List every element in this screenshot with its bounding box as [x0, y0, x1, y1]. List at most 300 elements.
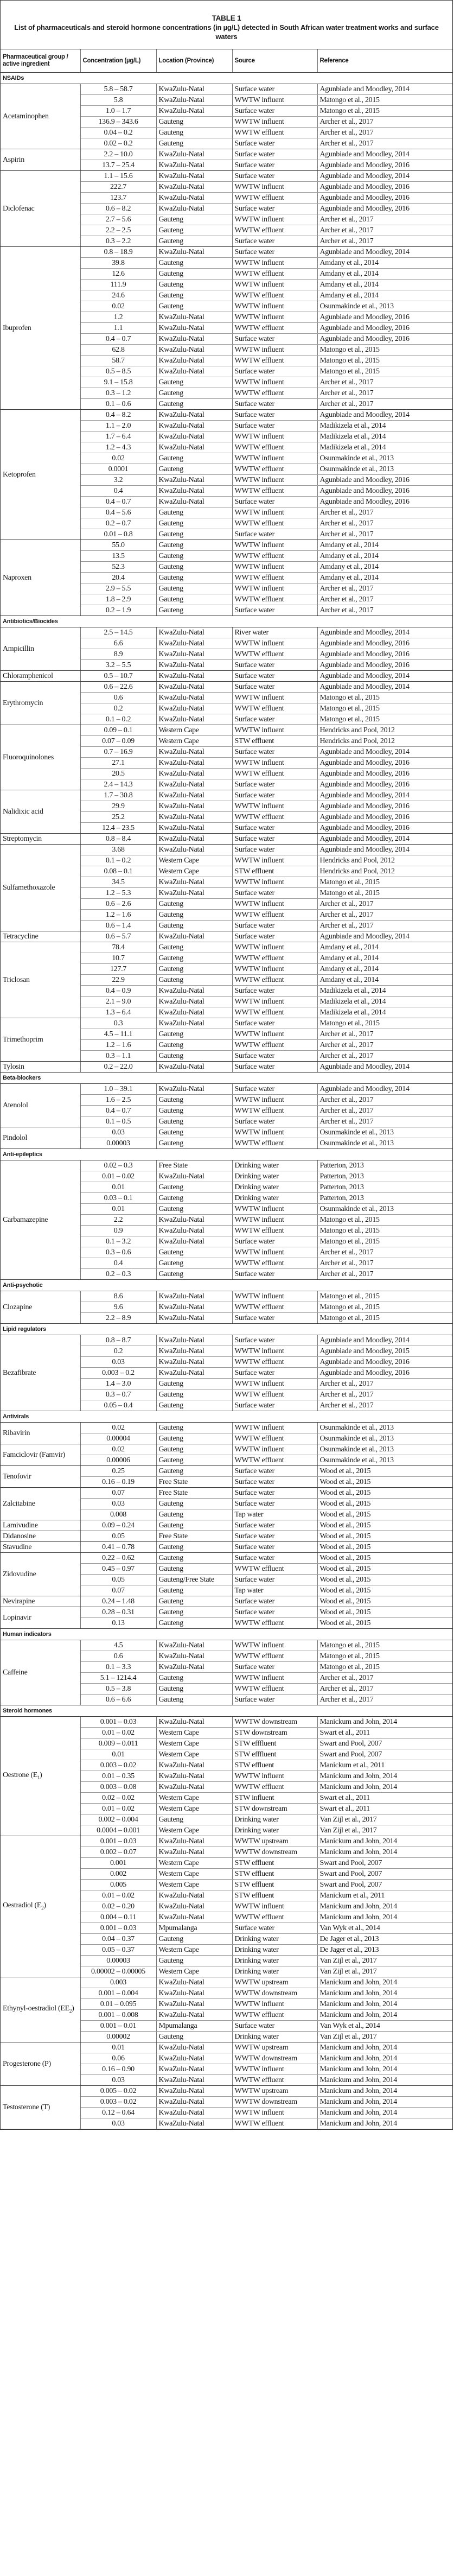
concentration-cell: 0.04 – 0.37 — [80, 1934, 156, 1945]
location-cell: KwaZulu-Natal — [156, 671, 232, 682]
reference-cell: Wood et al., 2015 — [317, 1488, 452, 1499]
concentration-cell: 0.5 – 10.7 — [80, 671, 156, 682]
concentration-cell: 1.1 – 15.6 — [80, 171, 156, 182]
concentration-cell: 0.002 — [80, 1869, 156, 1880]
source-cell: WWTW effluent — [232, 486, 317, 497]
section-title: Antibiotics/Biocides — [1, 616, 452, 627]
table-row — [1, 834, 452, 845]
reference-cell: Archer et al., 2017 — [317, 1695, 452, 1705]
reference-cell: Matongo et al., 2015 — [317, 703, 452, 714]
concentration-cell: 0.0004 – 0.001 — [80, 1825, 156, 1836]
reference-cell: Patterton, 2013 — [317, 1160, 452, 1171]
location-cell: KwaZulu-Natal — [156, 1912, 232, 1923]
concentration-cell: 78.4 — [80, 942, 156, 953]
reference-cell: Archer et al., 2017 — [317, 507, 452, 518]
active-ingredient-name: Naproxen — [3, 573, 31, 582]
source-cell: Surface water — [232, 1488, 317, 1499]
location-cell: KwaZulu-Natal — [156, 2118, 232, 2129]
concentration-cell: 12.4 – 23.5 — [80, 823, 156, 834]
source-cell: Surface water — [232, 1695, 317, 1705]
source-cell: Surface water — [232, 247, 317, 258]
source-cell: WWTW influent — [232, 2064, 317, 2075]
location-cell: KwaZulu-Natal — [156, 95, 232, 106]
source-cell: Surface water — [232, 1368, 317, 1379]
location-cell: Gauteng — [156, 301, 232, 312]
concentration-cell: 0.2 — [80, 703, 156, 714]
concentration-cell: 0.16 – 0.90 — [80, 2064, 156, 2075]
active-ingredient-cell — [1, 1640, 80, 1705]
location-cell: KwaZulu-Natal — [156, 931, 232, 942]
source-cell: Surface water — [232, 421, 317, 432]
location-cell: Gauteng — [156, 899, 232, 910]
reference-cell: Patterton, 2013 — [317, 1171, 452, 1182]
source-cell: Surface water — [232, 1466, 317, 1477]
reference-cell: Agunbiade and Moodley, 2014 — [317, 1084, 452, 1095]
location-cell: Western Cape — [156, 1858, 232, 1869]
reference-cell: Matongo et al., 2015 — [317, 714, 452, 725]
location-cell: KwaZulu-Natal — [156, 1346, 232, 1357]
location-cell: Gauteng — [156, 1455, 232, 1466]
reference-cell: Archer et al., 2017 — [317, 594, 452, 605]
header-location: Location (Province) — [156, 49, 232, 73]
reference-cell: Agunbiade and Moodley, 2014 — [317, 149, 452, 160]
active-ingredient-cell — [1, 790, 80, 834]
source-cell: Surface water — [232, 986, 317, 997]
location-cell: KwaZulu-Natal — [156, 1335, 232, 1346]
location-cell: KwaZulu-Natal — [156, 1782, 232, 1793]
source-cell: WWTW effluent — [232, 649, 317, 660]
source-cell: WWTW upstream — [232, 1977, 317, 1988]
reference-cell: Agunbiade and Moodley, 2016 — [317, 1357, 452, 1368]
source-cell: Surface water — [232, 1923, 317, 1934]
active-ingredient-cell — [1, 834, 80, 845]
source-cell: WWTW effluent — [232, 1651, 317, 1662]
source-cell: Surface water — [232, 888, 317, 899]
concentration-cell: 123.7 — [80, 193, 156, 204]
active-ingredient-name: Atenolol — [3, 1101, 28, 1109]
reference-cell: Archer et al., 2017 — [317, 1040, 452, 1051]
active-ingredient-cell — [1, 1018, 80, 1062]
reference-cell: Agunbiade and Moodley, 2014 — [317, 931, 452, 942]
concentration-cell: 1.2 — [80, 312, 156, 323]
concentration-cell: 111.9 — [80, 280, 156, 290]
location-cell: KwaZulu-Natal — [156, 421, 232, 432]
reference-cell: Agunbiade and Moodley, 2014 — [317, 410, 452, 421]
reference-cell: Archer et al., 2017 — [317, 1379, 452, 1389]
concentration-cell: 0.22 – 0.62 — [80, 1553, 156, 1564]
concentration-cell: 0.8 – 8.4 — [80, 834, 156, 845]
location-cell: Gauteng — [156, 1553, 232, 1564]
location-cell: KwaZulu-Natal — [156, 997, 232, 1007]
table-row — [1, 1335, 452, 1346]
concentration-cell: 1.6 – 2.5 — [80, 1095, 156, 1106]
source-cell: WWTW influent — [232, 182, 317, 193]
table-row — [1, 1018, 452, 1029]
section-title: Lipid regulators — [1, 1324, 452, 1335]
concentration-cell: 8.6 — [80, 1291, 156, 1302]
concentration-cell: 20.4 — [80, 573, 156, 583]
location-cell: Western Cape — [156, 1804, 232, 1814]
reference-cell: Agunbiade and Moodley, 2016 — [317, 323, 452, 334]
location-cell: Gauteng — [156, 1607, 232, 1618]
source-cell: Surface water — [232, 823, 317, 834]
reference-cell: Amdany et al., 2014 — [317, 290, 452, 301]
location-cell: KwaZulu-Natal — [156, 769, 232, 779]
reference-cell: Agunbiade and Moodley, 2014 — [317, 845, 452, 855]
reference-cell: Manickum and John, 2014 — [317, 1836, 452, 1847]
concentration-cell: 1.2 – 1.6 — [80, 1040, 156, 1051]
concentration-cell: 0.03 — [80, 2118, 156, 2129]
active-ingredient-name: Diclofenac — [3, 204, 35, 213]
active-ingredient-name: Ibuprofen — [3, 323, 31, 332]
concentration-cell: 0.03 – 0.1 — [80, 1193, 156, 1204]
section-row — [1, 1705, 452, 1717]
reference-cell: Wood et al., 2015 — [317, 1477, 452, 1488]
concentration-cell: 62.8 — [80, 345, 156, 356]
reference-cell: Matongo et al., 2015 — [317, 345, 452, 356]
source-cell: WWTW effluent — [232, 703, 317, 714]
source-cell: Surface water — [232, 1531, 317, 1542]
concentration-cell: 0.1 – 0.6 — [80, 399, 156, 410]
location-cell: KwaZulu-Natal — [156, 823, 232, 834]
reference-cell: Matongo et al., 2015 — [317, 1236, 452, 1247]
location-cell: Mpumalanga — [156, 1923, 232, 1934]
concentration-cell: 0.6 — [80, 1651, 156, 1662]
section-title: Steroid hormones — [1, 1705, 452, 1717]
table-row — [1, 942, 452, 953]
source-cell: Surface water — [232, 1062, 317, 1073]
reference-cell: Madikizela et al., 2014 — [317, 1007, 452, 1018]
source-cell: Drinking water — [232, 1182, 317, 1193]
location-cell: Gauteng — [156, 1564, 232, 1575]
reference-cell: Agunbiade and Moodley, 2016 — [317, 312, 452, 323]
concentration-cell: 3.2 – 5.5 — [80, 660, 156, 671]
concentration-cell: 0.24 – 1.48 — [80, 1596, 156, 1607]
reference-cell: Archer et al., 2017 — [317, 138, 452, 149]
concentration-cell: 2.7 – 5.6 — [80, 214, 156, 225]
concentration-cell: 0.3 – 2.2 — [80, 236, 156, 247]
section-row — [1, 73, 452, 84]
concentration-cell: 2.2 – 10.0 — [80, 149, 156, 160]
location-cell: KwaZulu-Natal — [156, 834, 232, 845]
source-cell: WWTW upstream — [232, 2086, 317, 2097]
concentration-cell: 0.01 — [80, 1749, 156, 1760]
concentration-cell: 4.5 — [80, 1640, 156, 1651]
source-cell: Drinking water — [232, 2032, 317, 2042]
active-ingredient-name: Chloramphenicol — [3, 671, 53, 680]
location-cell: Western Cape — [156, 1825, 232, 1836]
concentration-cell: 10.7 — [80, 953, 156, 964]
source-cell: Surface water — [232, 1542, 317, 1553]
reference-cell: Agunbiade and Moodley, 2016 — [317, 649, 452, 660]
location-cell: KwaZulu-Natal — [156, 714, 232, 725]
source-cell: WWTW effluent — [232, 464, 317, 475]
reference-cell: Agunbiade and Moodley, 2016 — [317, 182, 452, 193]
source-cell: WWTW influent — [232, 758, 317, 769]
source-cell: WWTW influent — [232, 1640, 317, 1651]
location-cell: Gauteng — [156, 529, 232, 540]
table-row — [1, 671, 452, 682]
reference-cell: Manickum and John, 2014 — [317, 2064, 452, 2075]
active-ingredient-name: Fluoroquinolones — [3, 753, 54, 762]
source-cell: WWTW effluent — [232, 1433, 317, 1444]
reference-cell: Osunmakinde et al., 2013 — [317, 1444, 452, 1455]
table-row — [1, 1520, 452, 1531]
concentration-cell: 25.2 — [80, 812, 156, 823]
reference-cell: Wood et al., 2015 — [317, 1596, 452, 1607]
source-cell: Surface water — [232, 106, 317, 117]
location-cell: Western Cape — [156, 1966, 232, 1977]
source-cell: Drinking water — [232, 1945, 317, 1956]
location-cell: Gauteng — [156, 117, 232, 128]
location-cell: Western Cape — [156, 1945, 232, 1956]
reference-cell: Archer et al., 2017 — [317, 225, 452, 236]
concentration-cell: 222.7 — [80, 182, 156, 193]
active-ingredient-name: Streptomycin — [3, 834, 42, 843]
source-cell: WWTW influent — [232, 942, 317, 953]
location-cell: Gauteng — [156, 464, 232, 475]
reference-cell: Hendricks and Pool, 2012 — [317, 736, 452, 747]
reference-cell: Archer et al., 2017 — [317, 1051, 452, 1062]
location-cell: KwaZulu-Natal — [156, 1291, 232, 1302]
concentration-cell: 22.9 — [80, 975, 156, 986]
location-cell: Gauteng — [156, 280, 232, 290]
reference-cell: Wood et al., 2015 — [317, 1607, 452, 1618]
reference-cell: Archer et al., 2017 — [317, 1389, 452, 1400]
concentration-cell: 0.01 – 0.02 — [80, 1171, 156, 1182]
source-cell: Drinking water — [232, 1956, 317, 1966]
concentration-cell: 0.6 – 22.6 — [80, 682, 156, 693]
table-row — [1, 627, 452, 638]
concentration-cell: 5.8 – 58.7 — [80, 84, 156, 95]
source-cell: WWTW effluent — [232, 193, 317, 204]
concentration-cell: 0.3 — [80, 1018, 156, 1029]
reference-cell: Osunmakinde et al., 2013 — [317, 1455, 452, 1466]
active-ingredient-cell — [1, 149, 80, 171]
source-cell: Surface water — [232, 366, 317, 377]
concentration-cell: 0.28 – 0.31 — [80, 1607, 156, 1618]
active-ingredient-cell — [1, 1160, 80, 1280]
concentration-cell: 0.25 — [80, 1466, 156, 1477]
source-cell: STW efffluent — [232, 1749, 317, 1760]
table-row — [1, 1542, 452, 1553]
location-cell: Western Cape — [156, 866, 232, 877]
source-cell: WWTW upstream — [232, 1836, 317, 1847]
location-cell: Western Cape — [156, 1728, 232, 1739]
location-cell: KwaZulu-Natal — [156, 1236, 232, 1247]
source-cell: Drinking water — [232, 1160, 317, 1171]
section-title: Anti-psychotic — [1, 1280, 452, 1291]
header-source: Source — [232, 49, 317, 73]
concentration-cell: 2.9 – 5.5 — [80, 583, 156, 594]
table-row — [1, 540, 452, 551]
reference-cell: Matongo et al., 2015 — [317, 1215, 452, 1226]
source-cell: Surface water — [232, 1269, 317, 1280]
reference-cell: Manickum and John, 2014 — [317, 2042, 452, 2053]
source-cell: Tap water — [232, 1585, 317, 1596]
location-cell: KwaZulu-Natal — [156, 1651, 232, 1662]
concentration-cell: 0.02 — [80, 453, 156, 464]
reference-cell: Patterton, 2013 — [317, 1182, 452, 1193]
source-cell: WWTW influent — [232, 1901, 317, 1912]
active-ingredient-name: Ketoprofen — [3, 470, 36, 479]
location-cell: KwaZulu-Natal — [156, 682, 232, 693]
concentration-cell: 1.7 – 6.4 — [80, 432, 156, 442]
reference-cell: Manickum and John, 2014 — [317, 1847, 452, 1858]
reference-cell: Hendricks and Pool, 2012 — [317, 725, 452, 736]
source-cell: WWTW effluent — [232, 1258, 317, 1269]
concentration-cell: 2.2 – 2.5 — [80, 225, 156, 236]
section-row — [1, 1073, 452, 1084]
reference-cell: Van Wyk et al., 2014 — [317, 1923, 452, 1934]
location-cell: KwaZulu-Natal — [156, 171, 232, 182]
reference-cell: De Jager et al., 2013 — [317, 1945, 452, 1956]
concentration-cell: 0.4 – 0.7 — [80, 1106, 156, 1116]
reference-cell: Archer et al., 2017 — [317, 605, 452, 616]
location-cell: Gauteng — [156, 1542, 232, 1553]
table-row — [1, 149, 452, 160]
concentration-cell: 0.3 – 0.7 — [80, 1389, 156, 1400]
concentration-cell: 0.02 — [80, 301, 156, 312]
source-cell: WWTW effluent — [232, 1455, 317, 1466]
source-cell: Surface water — [232, 410, 317, 421]
concentration-cell: 0.16 – 0.19 — [80, 1477, 156, 1488]
reference-cell: Agunbiade and Moodley, 2016 — [317, 160, 452, 171]
source-cell: Surface water — [232, 921, 317, 931]
source-cell: WWTW influent — [232, 1127, 317, 1138]
source-cell: Surface water — [232, 497, 317, 507]
concentration-cell: 0.003 – 0.02 — [80, 1760, 156, 1771]
active-ingredient-name: Triclosan — [3, 975, 30, 984]
section-row — [1, 1411, 452, 1423]
active-ingredient-name: Lopinavir — [3, 1613, 31, 1622]
concentration-cell: 0.02 — [80, 1444, 156, 1455]
location-cell: Gauteng — [156, 290, 232, 301]
concentration-cell: 2.4 – 14.3 — [80, 779, 156, 790]
reference-cell: Archer et al., 2017 — [317, 117, 452, 128]
location-cell: Gauteng — [156, 1618, 232, 1629]
active-ingredient-cell — [1, 1531, 80, 1542]
active-ingredient-cell — [1, 1335, 80, 1411]
reference-cell: Agunbiade and Moodley, 2016 — [317, 1368, 452, 1379]
section-row — [1, 1280, 452, 1291]
source-cell: WWTW influent — [232, 95, 317, 106]
source-cell: WWTW influent — [232, 1029, 317, 1040]
active-ingredient-name: Aspirin — [3, 155, 24, 164]
location-cell: KwaZulu-Natal — [156, 149, 232, 160]
reference-cell: Archer et al., 2017 — [317, 236, 452, 247]
concentration-cell: 0.001 – 0.03 — [80, 1717, 156, 1728]
concentration-cell: 9.6 — [80, 1302, 156, 1313]
reference-cell: Manickum and John, 2014 — [317, 2075, 452, 2086]
concentration-cell: 0.3 – 1.2 — [80, 388, 156, 399]
source-cell: Surface water — [232, 236, 317, 247]
source-cell: Surface water — [232, 714, 317, 725]
concentration-cell: 0.01 — [80, 1204, 156, 1215]
reference-cell: Agunbiade and Moodley, 2016 — [317, 801, 452, 812]
concentration-cell: 0.6 – 2.6 — [80, 899, 156, 910]
location-cell: KwaZulu-Natal — [156, 1901, 232, 1912]
location-cell: KwaZulu-Natal — [156, 345, 232, 356]
source-cell: WWTW influent — [232, 507, 317, 518]
source-cell: WWTW influent — [232, 964, 317, 975]
active-ingredient-name: Pindolol — [3, 1133, 28, 1142]
concentration-cell: 0.009 – 0.011 — [80, 1739, 156, 1749]
source-cell: WWTW effluent — [232, 1106, 317, 1116]
concentration-cell: 39.8 — [80, 258, 156, 269]
source-cell: WWTW effluent — [232, 356, 317, 366]
concentration-cell: 0.003 – 0.2 — [80, 1368, 156, 1379]
reference-cell: Manickum and John, 2014 — [317, 2097, 452, 2108]
reference-cell: Agunbiade and Moodley, 2016 — [317, 779, 452, 790]
active-ingredient-cell — [1, 1977, 80, 2042]
source-cell: WWTW effluent — [232, 594, 317, 605]
location-cell: KwaZulu-Natal — [156, 334, 232, 345]
location-cell: Gauteng — [156, 573, 232, 583]
source-cell: Surface water — [232, 138, 317, 149]
location-cell: KwaZulu-Natal — [156, 2108, 232, 2118]
location-cell: KwaZulu-Natal — [156, 312, 232, 323]
concentration-cell: 0.002 – 0.07 — [80, 1847, 156, 1858]
source-cell: Surface water — [232, 160, 317, 171]
reference-cell: Amdany et al., 2014 — [317, 942, 452, 953]
source-cell: WWTW influent — [232, 1247, 317, 1258]
reference-cell: Osunmakinde et al., 2013 — [317, 464, 452, 475]
location-cell: KwaZulu-Natal — [156, 1771, 232, 1782]
location-cell: KwaZulu-Natal — [156, 2075, 232, 2086]
reference-cell: Agunbiade and Moodley, 2014 — [317, 671, 452, 682]
location-cell: KwaZulu-Natal — [156, 247, 232, 258]
active-ingredient-cell — [1, 1062, 80, 1073]
reference-cell: Manickum and John, 2014 — [317, 2118, 452, 2129]
concentration-cell: 29.9 — [80, 801, 156, 812]
concentration-cell: 0.4 – 0.7 — [80, 334, 156, 345]
reference-cell: Swart et al., 2011 — [317, 1793, 452, 1804]
concentration-cell: 0.003 — [80, 1977, 156, 1988]
table-row — [1, 845, 452, 855]
active-ingredient-cell — [1, 1466, 80, 1488]
reference-cell: Agunbiade and Moodley, 2016 — [317, 334, 452, 345]
concentration-cell: 0.01 – 0.02 — [80, 1890, 156, 1901]
source-cell: Drinking water — [232, 1193, 317, 1204]
source-cell: WWTW effluent — [232, 1618, 317, 1629]
location-cell: KwaZulu-Natal — [156, 160, 232, 171]
concentration-cell: 2.2 — [80, 1215, 156, 1226]
source-cell: WWTW effluent — [232, 1007, 317, 1018]
concentration-cell: 13.7 – 25.4 — [80, 160, 156, 171]
table-row — [1, 1444, 452, 1455]
concentration-cell: 0.001 – 0.004 — [80, 1988, 156, 1999]
table-row — [1, 931, 452, 942]
reference-cell: Agunbiade and Moodley, 2014 — [317, 247, 452, 258]
source-cell: Surface water — [232, 399, 317, 410]
source-cell: Surface water — [232, 1596, 317, 1607]
source-cell: WWTW influent — [232, 693, 317, 703]
concentration-cell: 1.0 – 39.1 — [80, 1084, 156, 1095]
concentration-cell: 0.07 — [80, 1585, 156, 1596]
concentration-cell: 3.68 — [80, 845, 156, 855]
concentration-cell: 0.00002 — [80, 2032, 156, 2042]
reference-cell: Archer et al., 2017 — [317, 1684, 452, 1695]
concentration-cell: 52.3 — [80, 562, 156, 573]
location-cell: Western Cape — [156, 736, 232, 747]
active-ingredient-name: Lamivudine — [3, 1521, 38, 1530]
concentration-cell: 0.002 – 0.004 — [80, 1814, 156, 1825]
source-cell: WWTW influent — [232, 1291, 317, 1302]
location-cell: KwaZulu-Natal — [156, 1662, 232, 1673]
table-row — [1, 1127, 452, 1138]
reference-cell: Manickum and John, 2014 — [317, 2086, 452, 2097]
